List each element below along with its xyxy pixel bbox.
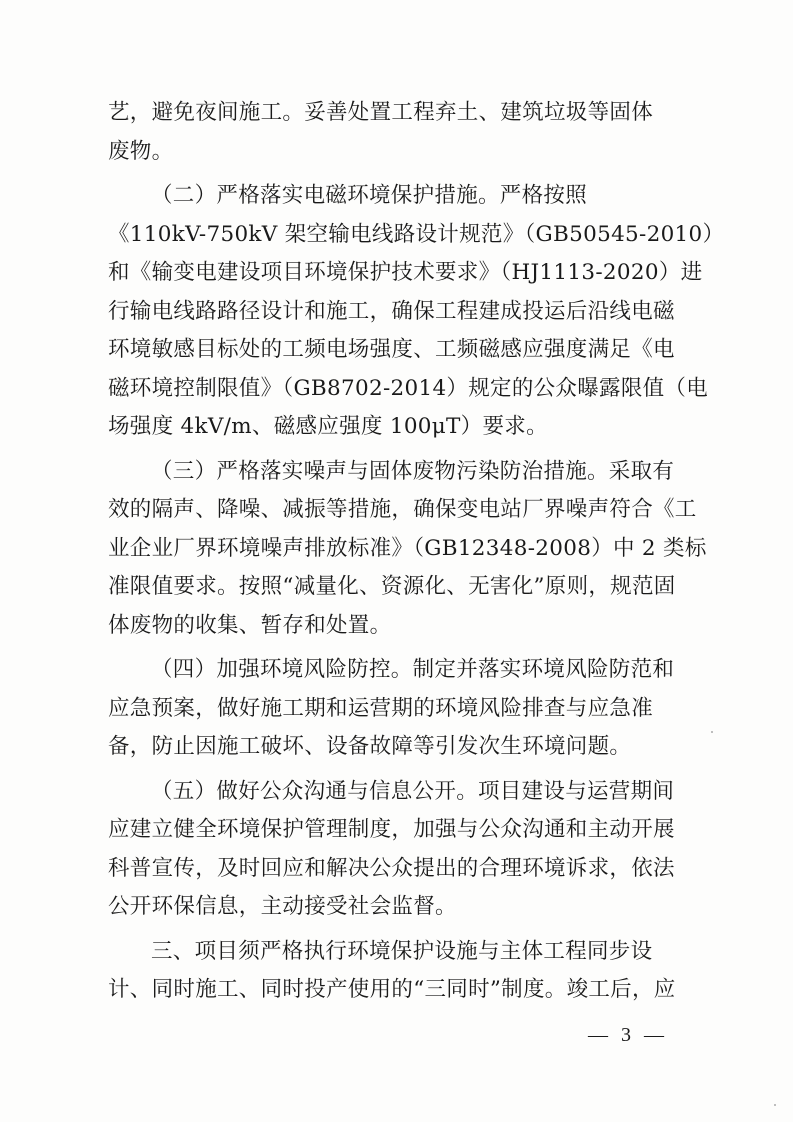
text-line: 计、同时施工、同时投产使用的“三同时”制度。竣工后，应 xyxy=(108,977,676,1002)
text-line: 业企业厂界环境噪声排放标准》（GB12348-2008）中 2 类标 xyxy=(108,535,707,561)
text-line: 艺，避免夜间施工。妥善处置工程弃土、建筑垃圾等固体 xyxy=(108,100,654,125)
text-line: 行输电线路路径设计和施工，确保工程建成投运后沿线电磁 xyxy=(108,298,675,324)
paragraph xyxy=(108,651,690,767)
text-line: 体废物的收集、暂存和处置。 xyxy=(108,612,392,638)
text-line: （三）严格落实噪声与固体废物污染防治措施。采取有 xyxy=(151,458,675,484)
text-line: 科普宣传，及时回应和解决公众提出的合理环境诉求，依法 xyxy=(108,855,675,881)
document-body xyxy=(108,94,725,1016)
text-line: （二）严格落实电磁环境保护措施。严格按照 xyxy=(151,183,588,208)
text-line: 应急预案，做好施工期和运营期的环境风险排查与应急准 xyxy=(108,695,654,721)
text-line: 和《输变电建设项目环境保护技术要求》（HJ1113-2020）进 xyxy=(108,260,703,285)
paragraph xyxy=(108,177,725,447)
text-line: 环境敏感目标处的工频电场强度、工频磁感应强度满足《电 xyxy=(108,337,675,362)
text-line: 准限值要求。按照“减量化、资源化、无害化”原则，规范固 xyxy=(108,574,676,599)
paragraph xyxy=(108,933,690,1010)
paragraph xyxy=(108,773,690,927)
scan-speck xyxy=(711,731,713,733)
paragraph xyxy=(108,94,690,171)
paragraph xyxy=(108,453,707,646)
page-number: — 3 — xyxy=(588,1024,668,1046)
text-line: 备，防止因施工破坏、设备故障等引发次生环境问题。 xyxy=(108,734,632,759)
text-line: 废物。 xyxy=(108,138,174,164)
text-line: 《110kV-750kV 架空输电线路设计规范》（GB50545-2010） xyxy=(108,221,725,247)
text-line: 磁环境控制限值》（GB8702-2014）规定的公众曝露限值（电 xyxy=(108,375,709,401)
text-line: 公开环保信息，主动接受社会监督。 xyxy=(108,894,457,919)
text-line: （四）加强环境风险防控。制定并落实环境风险防范和 xyxy=(151,657,675,682)
text-line: 效的隔声、降噪、减振等措施，确保变电站厂界噪声符合《工 xyxy=(108,497,697,522)
text-line: （五）做好公众沟通与信息公开。项目建设与运营期间 xyxy=(151,778,675,804)
scan-speck xyxy=(774,1104,776,1106)
text-line: 应建立健全环境保护管理制度，加强与公众沟通和主动开展 xyxy=(108,817,675,842)
text-line: 场强度 4kV/m、磁感应强度 100μT）要求。 xyxy=(108,414,548,439)
text-line: 三、项目须严格执行环境保护设施与主体工程同步设 xyxy=(151,938,653,964)
